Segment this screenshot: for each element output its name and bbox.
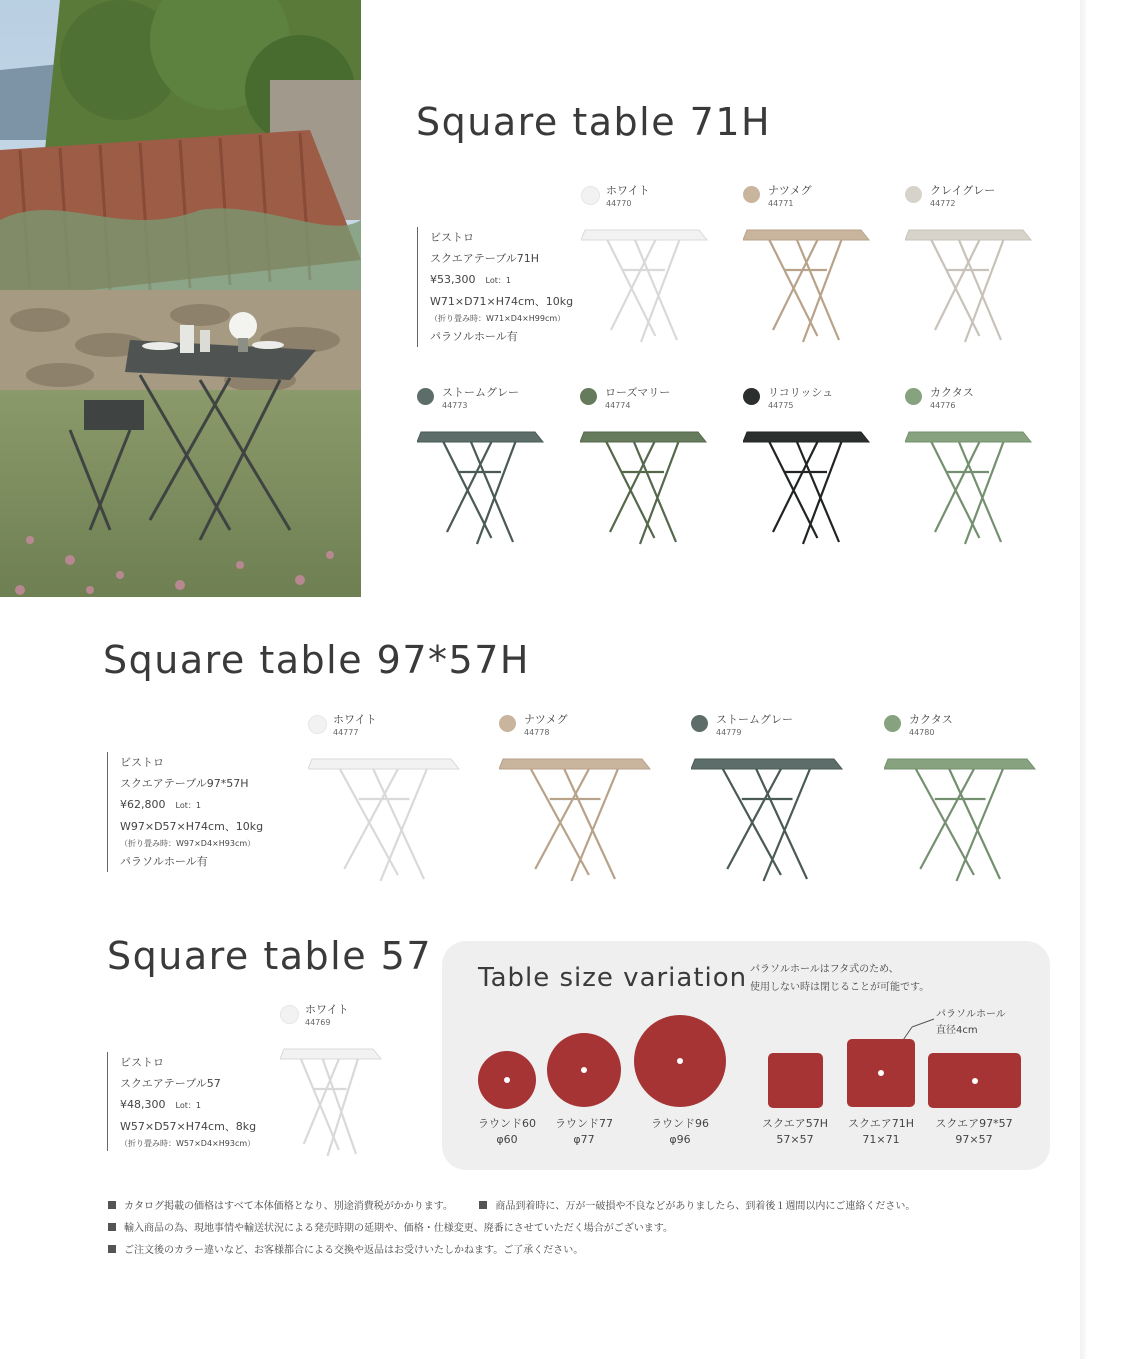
- round-96-shape: [634, 1015, 726, 1107]
- section-title-57: Square table 57: [107, 934, 433, 978]
- color-swatch-icon: [580, 388, 597, 405]
- color-name: カクタス: [930, 386, 974, 399]
- product-code: 44779: [716, 728, 742, 737]
- note-line: 使用しない時は閉じることが可能です。: [750, 982, 930, 993]
- color-name: ストームグレー: [442, 386, 519, 399]
- round-77-shape: [547, 1033, 621, 1107]
- callout-line: パラソルホール: [936, 1009, 1006, 1020]
- footnotes: [108, 1196, 915, 1262]
- parasol-hole: [504, 1077, 510, 1083]
- size-name: スクエア97*57: [935, 1117, 1013, 1130]
- footnote: 商品到着時に、万が一破損や不良などがありましたら、到着後１週間以内にご連絡ください。: [495, 1201, 916, 1212]
- info-dimensions: W97×D57×H74cm、10kg: [120, 820, 264, 833]
- info-folded-dimensions: （折り畳み時：W57×D4×H93cm）: [120, 1139, 256, 1148]
- color-name: ナツメグ: [768, 184, 812, 197]
- size-label-round-77: [534, 1116, 634, 1148]
- info-product-name: スクエアテーブル71H: [430, 252, 540, 265]
- product-code: 44774: [605, 401, 631, 410]
- product-code: 44769: [305, 1018, 331, 1027]
- table-image: [308, 753, 463, 883]
- info-lot: Lot：1: [485, 276, 511, 285]
- info-price: ¥48,300: [120, 1098, 166, 1111]
- color-variant-44770: [581, 182, 711, 357]
- info-brand: ビストロ: [120, 1056, 164, 1069]
- note-line: パラソルホールはフタ式のため、: [750, 964, 899, 975]
- product-code: 44780: [909, 728, 935, 737]
- color-name: ホワイト: [305, 1003, 349, 1016]
- product-info-57: [107, 1052, 256, 1151]
- color-variant-44777: [308, 711, 438, 886]
- color-variant-44778: [499, 711, 629, 886]
- size-dim: 71×71: [862, 1133, 900, 1146]
- size-dim: 57×57: [776, 1133, 814, 1146]
- table-image: [691, 753, 846, 883]
- color-name: リコリッシュ: [768, 386, 834, 399]
- info-folded-dimensions: （折り畳み時：W71×D4×H99cm）: [430, 314, 566, 323]
- product-code: 44771: [768, 199, 794, 208]
- footnote: 輸入商品の為、現地事情や輸送状況による発売時期の延期や、価格・仕様変更、廃番にさせていただく場合がございます。: [124, 1223, 673, 1234]
- color-variant-44780: [884, 711, 1014, 886]
- size-label-square-71h: [831, 1116, 931, 1148]
- table-image: [743, 224, 873, 344]
- color-variant-44771: [743, 182, 873, 357]
- color-variant-44774: [580, 384, 710, 559]
- callout-line: 直径4cm: [936, 1025, 978, 1036]
- color-swatch-icon: [743, 388, 760, 405]
- color-swatch-icon: [884, 715, 901, 732]
- color-variant-44769: [280, 1001, 410, 1176]
- size-variation-title: Table size variation: [478, 963, 748, 993]
- size-label-square-97x57: [924, 1116, 1024, 1148]
- info-price: ¥62,800: [120, 798, 166, 811]
- info-dimensions: W57×D57×H74cm、8kg: [120, 1120, 257, 1133]
- product-code: 44772: [930, 199, 956, 208]
- info-price-row: [430, 269, 573, 291]
- product-code: 44778: [524, 728, 550, 737]
- color-variant-44772: [905, 182, 1035, 357]
- footnote-row: [108, 1196, 915, 1218]
- product-info-71h: [417, 227, 573, 347]
- round-60-shape: [478, 1051, 536, 1109]
- product-code: 44773: [442, 401, 468, 410]
- table-image: [905, 426, 1035, 546]
- info-price: ¥53,300: [430, 273, 476, 286]
- info-price-row: [120, 794, 263, 816]
- color-swatch-icon: [581, 186, 600, 205]
- size-variation-panel: [442, 941, 1050, 1170]
- info-lot: Lot：1: [175, 801, 201, 810]
- square-57h-shape: [768, 1053, 823, 1108]
- color-variant-44773: [417, 384, 547, 559]
- info-price-row: [120, 1094, 256, 1116]
- footnote: カタログ掲載の価格はすべて本体価格となり、別途消費税がかかります。: [124, 1201, 453, 1212]
- parasol-hole: [677, 1058, 683, 1064]
- table-image: [499, 753, 654, 883]
- color-variant-44779: [691, 711, 821, 886]
- footnote-row: [108, 1218, 915, 1240]
- color-swatch-icon: [499, 715, 516, 732]
- size-dim: φ60: [496, 1133, 518, 1146]
- parasol-hole: [972, 1078, 978, 1084]
- table-image: [743, 426, 873, 546]
- info-brand: ビストロ: [430, 231, 474, 244]
- square-71h-shape: [847, 1039, 915, 1107]
- color-variant-44776: [905, 384, 1035, 559]
- table-image: [905, 224, 1035, 344]
- page-edge: [1080, 0, 1086, 1359]
- color-name: ホワイト: [606, 184, 650, 197]
- hero-photo: [0, 0, 361, 597]
- size-dim: φ96: [669, 1133, 691, 1146]
- product-code: 44775: [768, 401, 794, 410]
- color-variant-44775: [743, 384, 873, 559]
- product-code: 44770: [606, 199, 632, 208]
- color-name: ナツメグ: [524, 713, 568, 726]
- info-brand: ビストロ: [120, 756, 164, 769]
- bullet-square-icon: [108, 1201, 116, 1209]
- color-name: クレイグレー: [930, 184, 996, 197]
- color-swatch-icon: [743, 186, 760, 203]
- section-title-97x57h: Square table 97*57H: [103, 638, 530, 682]
- info-parasol-hole: パラソルホール有: [120, 855, 208, 868]
- footnote-row: [108, 1240, 915, 1262]
- color-swatch-icon: [905, 186, 922, 203]
- color-swatch-icon: [691, 715, 708, 732]
- table-image: [884, 753, 1039, 883]
- info-lot: Lot：1: [175, 1101, 201, 1110]
- bullet-square-icon: [479, 1201, 487, 1209]
- size-name: ラウンド60: [478, 1117, 536, 1130]
- color-name: ホワイト: [333, 713, 377, 726]
- size-name: ラウンド96: [651, 1117, 709, 1130]
- color-name: カクタス: [909, 713, 953, 726]
- color-swatch-icon: [905, 388, 922, 405]
- size-name: スクエア57H: [761, 1117, 829, 1130]
- square-97x57-shape: [928, 1053, 1021, 1108]
- size-name: スクエア71H: [847, 1117, 915, 1130]
- bullet-square-icon: [108, 1223, 116, 1231]
- info-dimensions: W71×D71×H74cm、10kg: [430, 295, 574, 308]
- bullet-square-icon: [108, 1245, 116, 1253]
- table-image: [417, 426, 547, 546]
- size-label-square-57h: [745, 1116, 845, 1148]
- parasol-hole: [878, 1070, 884, 1076]
- product-code: 44777: [333, 728, 359, 737]
- table-image: [580, 426, 710, 546]
- size-dim: 97×57: [955, 1133, 993, 1146]
- section-title-71h: Square table 71H: [416, 100, 772, 144]
- table-image: [280, 1043, 385, 1158]
- info-parasol-hole: パラソルホール有: [430, 330, 518, 343]
- info-product-name: スクエアテーブル57: [120, 1077, 221, 1090]
- size-name: ラウンド77: [555, 1117, 613, 1130]
- parasol-hole: [581, 1067, 587, 1073]
- color-name: ローズマリー: [605, 386, 671, 399]
- product-info-97x57h: [107, 752, 263, 872]
- color-swatch-icon: [280, 1005, 299, 1024]
- info-product-name: スクエアテーブル97*57H: [120, 777, 249, 790]
- product-code: 44776: [930, 401, 956, 410]
- color-name: ストームグレー: [716, 713, 793, 726]
- table-image: [581, 224, 711, 344]
- color-swatch-icon: [417, 388, 434, 405]
- footnote: ご注文後のカラー違いなど、お客様都合による交換や返品はお受けいたしかねます。ご了承ください。: [124, 1245, 584, 1256]
- info-folded-dimensions: （折り畳み時：W97×D4×H93cm）: [120, 839, 256, 848]
- size-dim: φ77: [573, 1133, 595, 1146]
- color-swatch-icon: [308, 715, 327, 734]
- size-label-round-96: [630, 1116, 730, 1148]
